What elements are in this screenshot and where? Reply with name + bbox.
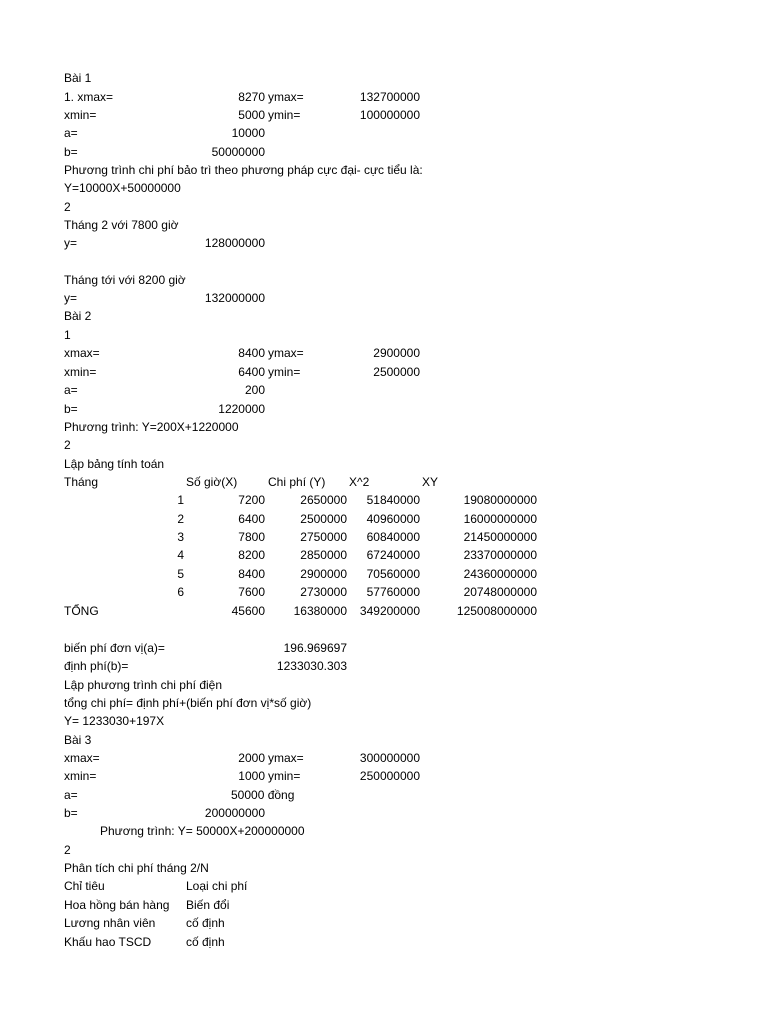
bai1-part2: 2 [64,200,71,214]
row-xy: 21450000000 [463,530,537,544]
bai1-y1-label: y= [64,236,78,250]
bai1-month2: Tháng 2 với 7800 giờ [64,218,179,232]
row-x2: 51840000 [366,493,420,507]
bai3-ymax-label: ymax= [268,751,304,765]
unit-variable-cost-label: biến phí đơn vị(a)= [64,641,165,655]
bai3-ymax-value: 300000000 [359,751,420,765]
bai2-part1: 1 [64,328,71,342]
row-xy: 24360000000 [463,567,537,581]
row-xy: 16000000000 [463,512,537,526]
bai1-title: Bài 1 [64,71,92,85]
total-xy: 125008000000 [456,604,537,618]
row-chi-phi: 2650000 [300,493,347,507]
total-chi-phi: 16380000 [293,604,347,618]
table-header-chi-phi: Chi phí (Y) [268,475,326,489]
bai1-xmin-value: 5000 [238,108,265,122]
bai3-xmin-label: xmin= [64,769,97,783]
bai3-xmin-value: 1000 [238,769,265,783]
bai2-ymax-value: 2900000 [373,346,420,360]
bai1-y2-label: y= [64,291,78,305]
bai1-b-value: 50000000 [211,145,265,159]
bai1-y1-value: 128000000 [204,236,265,250]
row-x2: 40960000 [366,512,420,526]
row-x2: 57760000 [366,585,420,599]
row-chi-phi: 2750000 [300,530,347,544]
row-thang: 1 [177,493,184,507]
row-so-gio: 8200 [238,548,265,562]
bai2-setup: Lập phương trình chi phí điện [64,678,223,692]
item-name: Lương nhân viên [64,916,156,930]
bai1-equation: Y=10000X+50000000 [64,181,181,195]
row-so-gio: 7800 [238,530,265,544]
row-xy: 20748000000 [463,585,537,599]
total-label: TỔNG [64,604,99,618]
row-thang: 6 [177,585,184,599]
row-thang: 5 [177,567,184,581]
fixed-cost-label: định phí(b)= [64,659,129,673]
bai2-ymin-label: ymin= [268,365,301,379]
bai2-title: Bài 2 [64,309,92,323]
bai3-analysis: Phân tích chi phí tháng 2/N [64,861,209,875]
item-type: cố định [186,916,225,930]
row-x2: 67240000 [366,548,420,562]
bai1-b-label: b= [64,145,78,159]
bai2-table-title: Lập bảng tính toán [64,457,165,471]
bai2-a-value: 200 [244,383,265,397]
bai1-next-month: Tháng tới với 8200 giờ [64,273,186,287]
row-thang: 2 [177,512,184,526]
bai2-formula: tổng chi phí= định phí+(biến phí đơn vị*số giờ) [64,696,312,710]
bai3-b-label: b= [64,806,78,820]
bai1-ymin-label: ymin= [268,108,301,122]
row-chi-phi: 2850000 [300,548,347,562]
bai2-xmin-label: xmin= [64,365,97,379]
row-xy: 23370000000 [463,548,537,562]
fixed-cost-value: 1233030.303 [276,659,347,673]
bai1-ymax-value: 132700000 [359,90,420,104]
row-so-gio: 6400 [238,512,265,526]
bai2-xmax-value: 8400 [238,346,265,360]
bai3-a-label: a= [64,788,78,802]
bai3-a-value: 50000 đồng [231,788,295,802]
bai3-b-value: 200000000 [204,806,265,820]
bai2-xmax-label: xmax= [64,346,100,360]
bai2-equation2: Y= 1233030+197X [64,714,165,728]
row-thang: 4 [177,548,184,562]
bai3-xmax-label: xmax= [64,751,100,765]
bai1-a-value: 10000 [231,126,265,140]
bai3-ymin-value: 250000000 [359,769,420,783]
row-xy: 19080000000 [463,493,537,507]
table-header-xy: XY [422,475,439,489]
item-type: cố định [186,935,225,949]
row-chi-phi: 2900000 [300,567,347,581]
row-so-gio: 7600 [238,585,265,599]
item-type: Biến đổi [186,898,230,912]
bai3-col-loai-chi-phi: Loại chi phí [186,879,248,893]
total-x2: 349200000 [359,604,420,618]
row-so-gio: 8400 [238,567,265,581]
bai2-ymax-label: ymax= [268,346,304,360]
bai3-xmax-value: 2000 [238,751,265,765]
bai2-a-label: a= [64,383,78,397]
item-name: Hoa hồng bán hàng [64,898,170,912]
bai1-xmax-label: 1. xmax= [64,90,114,104]
total-so-gio: 45600 [231,604,265,618]
bai2-b-value: 1220000 [218,402,265,416]
bai2-equation: Phương trình: Y=200X+1220000 [64,420,239,434]
item-name: Khấu hao TSCD [64,935,152,949]
row-x2: 70560000 [366,567,420,581]
bai2-b-label: b= [64,402,78,416]
bai3-equation: Phương trình: Y= 50000X+200000000 [100,824,305,838]
unit-variable-cost-value: 196.969697 [283,641,347,655]
table-header-x2: X^2 [349,475,370,489]
row-x2: 60840000 [366,530,420,544]
bai2-ymin-value: 2500000 [373,365,420,379]
bai1-statement: Phương trình chi phí bảo trì theo phương pháp cực đại- cực tiểu là: [64,163,423,177]
table-header-thang: Tháng [64,475,99,489]
bai2-part2: 2 [64,438,71,452]
row-so-gio: 7200 [238,493,265,507]
table-header-so-gio: Số giờ(X) [186,475,238,489]
bai1-ymax-label: ymax= [268,90,304,104]
row-chi-phi: 2730000 [300,585,347,599]
row-chi-phi: 2500000 [300,512,347,526]
bai3-title: Bài 3 [64,733,92,747]
bai3-part2: 2 [64,843,71,857]
bai1-xmax-value: 8270 [238,90,265,104]
bai1-ymin-value: 100000000 [359,108,420,122]
bai1-a-label: a= [64,126,78,140]
bai3-ymin-label: ymin= [268,769,301,783]
row-thang: 3 [177,530,184,544]
bai1-xmin-label: xmin= [64,108,97,122]
bai3-col-chi-tieu: Chỉ tiêu [64,879,105,893]
bai1-y2-value: 132000000 [204,291,265,305]
bai2-xmin-value: 6400 [238,365,265,379]
